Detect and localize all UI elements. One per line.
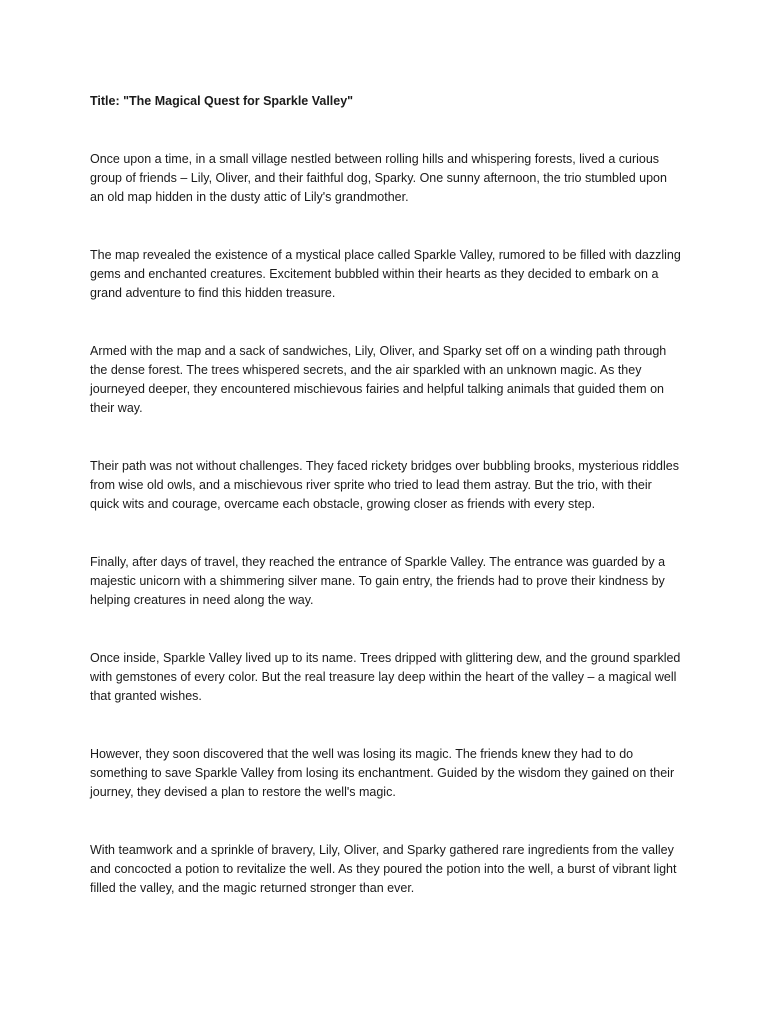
paragraph-2: The map revealed the existence of a mystical place called Sparkle Valley, rumored to be filled with dazzling gems and enchanted creatures. Excitement bubbled within their hearts as they decided to embark on a grand adventure to find this hidden treasure. [90, 248, 681, 300]
paragraph-5: Finally, after days of travel, they reached the entrance of Sparkle Valley. The entrance was guarded by a majestic unicorn with a shimmering silver mane. To gain entry, the friends had to prove their kindness by helping creatures in need along the way. [90, 555, 666, 607]
paragraph-6: Once inside, Sparkle Valley lived up to its name. Trees dripped with glittering dew, and the ground sparkled with gemstones of every color. But the real treasure lay deep within the heart of the valley – a magical well that granted wishes. [90, 651, 681, 703]
document-body [90, 92, 682, 898]
paragraph-7: However, they soon discovered that the well was losing its magic. The friends knew they had to do something to save Sparkle Valley from losing its enchantment. Guided by the wisdom they gained on their journey, they devised a plan to restore the well's magic. [90, 747, 675, 799]
paragraph-4: Their path was not without challenges. They faced rickety bridges over bubbling brooks, mysterious riddles from wise old owls, and a mischievous river sprite who tried to lead them astray. But the trio, with their quick wits and courage, overcame each obstacle, growing closer as friends with every step. [90, 459, 679, 511]
paragraph-3: Armed with the map and a sack of sandwiches, Lily, Oliver, and Sparky set off on a winding path through the dense forest. The trees whispered secrets, and the air sparkled with an unknown magic. As they journeyed deeper, they encountered mischievous fairies and helpful talking animals that guided them on their way. [90, 344, 667, 415]
paragraph-8: With teamwork and a sprinkle of bravery, Lily, Oliver, and Sparky gathered rare ingredients from the valley and concocted a potion to revitalize the well. As they poured the potion into the well, a burst of vibrant light filled the valley, and the magic returned stronger than ever. [90, 843, 677, 895]
document-title: Title: "The Magical Quest for Sparkle Valley" [90, 94, 354, 108]
paragraph-1: Once upon a time, in a small village nestled between rolling hills and whispering forests, lived a curious group of friends – Lily, Oliver, and their faithful dog, Sparky. One sunny afternoon, the trio stumbled upon an old map hidden in the dusty attic of Lily's grandmother. [90, 152, 667, 204]
